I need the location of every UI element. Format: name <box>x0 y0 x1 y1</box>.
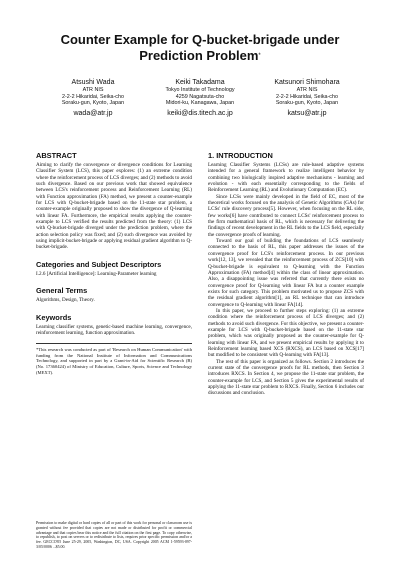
funding-footnote: *This research was conducted as part of 'Research on Human Communication' with funding from the National Institute of Information and Communications Technology, and supported in part by a Grant-in-Aid for Scientific Research (B) (No. 17360424) of Ministry of Education, Culture, Sports, Science and Technology (MEXT). <box>36 343 192 375</box>
categories-text: I.2.6 [Artificial Intelligence]: Learning-Parameter learning <box>36 270 157 277</box>
title-text: Counter Example for Q-bucket-brigade under Prediction Problem <box>60 32 340 63</box>
author-1 <box>40 78 146 118</box>
right-column <box>208 148 364 397</box>
author-2 <box>147 78 253 118</box>
author-name: Atsushi Wada <box>71 79 115 86</box>
title-footnote-mark: * <box>258 53 261 59</box>
author-address: Soraku-gun, Kyoto, Japan <box>275 100 339 107</box>
author-name: Katsunori Shimohara <box>274 79 340 86</box>
author-address: Soraku-gun, Kyoto, Japan <box>61 100 125 107</box>
intro-paragraph: Learning Classifier Systems (LCSs) are rule-based adaptive systems intended for a general framework to realize intelligent behavior by combining two biologically inspired adaptive mechanisms - learning and evolution - with each essentially corresponding to the fields of Reinforcement Learning (RL) and Evolutionary Computation (EC). <box>208 162 364 194</box>
author-email: wada@atr.jp <box>73 109 113 117</box>
intro-paragraph: The rest of this paper is organized as follows. Section 2 introduces the current state of the convergence proofs for RL methods, then Section 3 introduces RXCS. In Section 4, we propose the 11-state star problem, the counter-example for LCS, and Section 5 gives the experimental results of applying the 11-state star problem to RXCS. Finally, Section 6 includes our discussions and conclusion. <box>208 358 364 397</box>
author-email: keiki@dis.titech.ac.jp <box>167 109 233 117</box>
intro-paragraph: In this paper, we proceed to further steps exploring: (1) an extreme condition where the reinforcement process of LCS diverges; and (2) methods to avoid such divergence. For this objective, we present a counter-example for LCS with Q-bucket-brigade based on the 11-state star problem, which was originally proposed as the counter-example for Q-learning with linear FA, and we present empirical results by applying it to Reinforcement learning based XCS (RXCS), an LCS based on XCS[17] but modified to be consistent with Q-learning with FA[13]. <box>208 307 364 359</box>
copyright-notice: Permission to make digital or hard copies of all or part of this work for personal or classroom use is granted without fee provided that copies are not made or distributed for profit or commercial advantage and that copies bear this notice and the full citation on the first page. To copy otherwise, to republish, to post on servers or to redistribute to lists, requires prior specific permission and/or a fee. GECCO'05 June 25-29, 2005, Washington, DC, USA. Copyright 2005 ACM 1-59593-097-3/05/0006 ...$5.00. <box>36 521 192 549</box>
author-name: Keiki Takadama <box>175 79 225 86</box>
abstract-heading: ABSTRACT <box>36 151 77 160</box>
author-affiliation: ATR NIS <box>82 87 104 93</box>
author-address: 2-2-2 Hikaridai, Seika-cho <box>275 93 339 100</box>
author-address: Midori-ku, Kanagawa, Japan <box>165 100 235 107</box>
paper-title <box>40 32 360 64</box>
introduction-heading: 1. INTRODUCTION <box>208 151 273 160</box>
author-email: katsu@atr.jp <box>287 109 327 117</box>
intro-paragraph: Toward our goal of building the foundations of LCS seamlessly connected to the basis of RL, this paper addresses the issues of the convergence proof for LCS's reinforcement process. In our previous work[12, 13], we revealed that the reinforcement process of ZCS[10] with Q-bucket-brigade is equivalent to Q-learning with the Function Approximation (FA) method[4] within the class of linear approximation. Also, a disappointing issue was referred that currently there exists no convergence proof for Q-learning with linear FA but a counter example exists for such category. This problem motivated us to propose ZCS with the residual gradient algorithm[1], an RL technique that can introduce convergence to Q-learning with linear FA[14]. <box>208 238 364 308</box>
author-3 <box>254 78 360 118</box>
keywords-heading: Keywords <box>36 312 72 322</box>
author-block <box>40 78 360 118</box>
author-address: 4259 Nagatsuta-cho <box>175 93 225 100</box>
author-affiliation: ATR NIS <box>296 87 318 93</box>
general-terms-heading: General Terms <box>36 286 88 296</box>
author-address: 2-2-2 Hikaridai, Seika-cho <box>61 93 125 100</box>
general-terms-text: Algorithms, Design, Theory. <box>36 297 95 304</box>
left-column <box>36 148 192 375</box>
keywords-text: Learning classifier systems, genetic-based machine learning, convergence, reinforcement learning, function approximation. <box>36 323 192 336</box>
intro-paragraph: Since LCSs were mainly developed in the field of EC, most of the theoretical works focused on the analysis of Genetic Algorithms (GAs) for LCSs' rule discovery process[5]. However, when focusing on the RL side, few works[6] have contributed to connect LCSs' reinforcement process to the firm mathematical basis of RL, which is necessary for delivering the findings of recent development in the RL fields to the LCS field, especially the convergence proofs of learning. <box>208 193 364 238</box>
abstract-text: Aiming to clarify the convergence or divergence conditions for Learning Classifier System (LCS), this paper explores: (1) an extreme condition where the reinforcement process of LCS diverges; and (2) methods to avoid such divergence. Based on our previous work that showed equivalence between LCS's reinforcement process and Reinforcement Learning (RL) with Function approximation (FA) method, we present a counter-example for LCS with Q-bucket-brigade based on the 11-state star problem, a counter-example originally proposed to show the divergence of Q-learning with linear FA. Furthermore, the empirical results applying the counter-example to LCS verified the results predicted from the theory: (1) LCS with Q-bucket-brigade diverged under the prediction problem, where the action selection policy was fixed; and (2) such divergence was avoided by using implicit-bucket-brigade or applying residual gradient algorithm to Q-bucket-brigade. <box>36 162 192 251</box>
categories-heading: Categories and Subject Descriptors <box>36 259 162 269</box>
author-affiliation: Tokyo Institute of Technology <box>165 87 235 93</box>
